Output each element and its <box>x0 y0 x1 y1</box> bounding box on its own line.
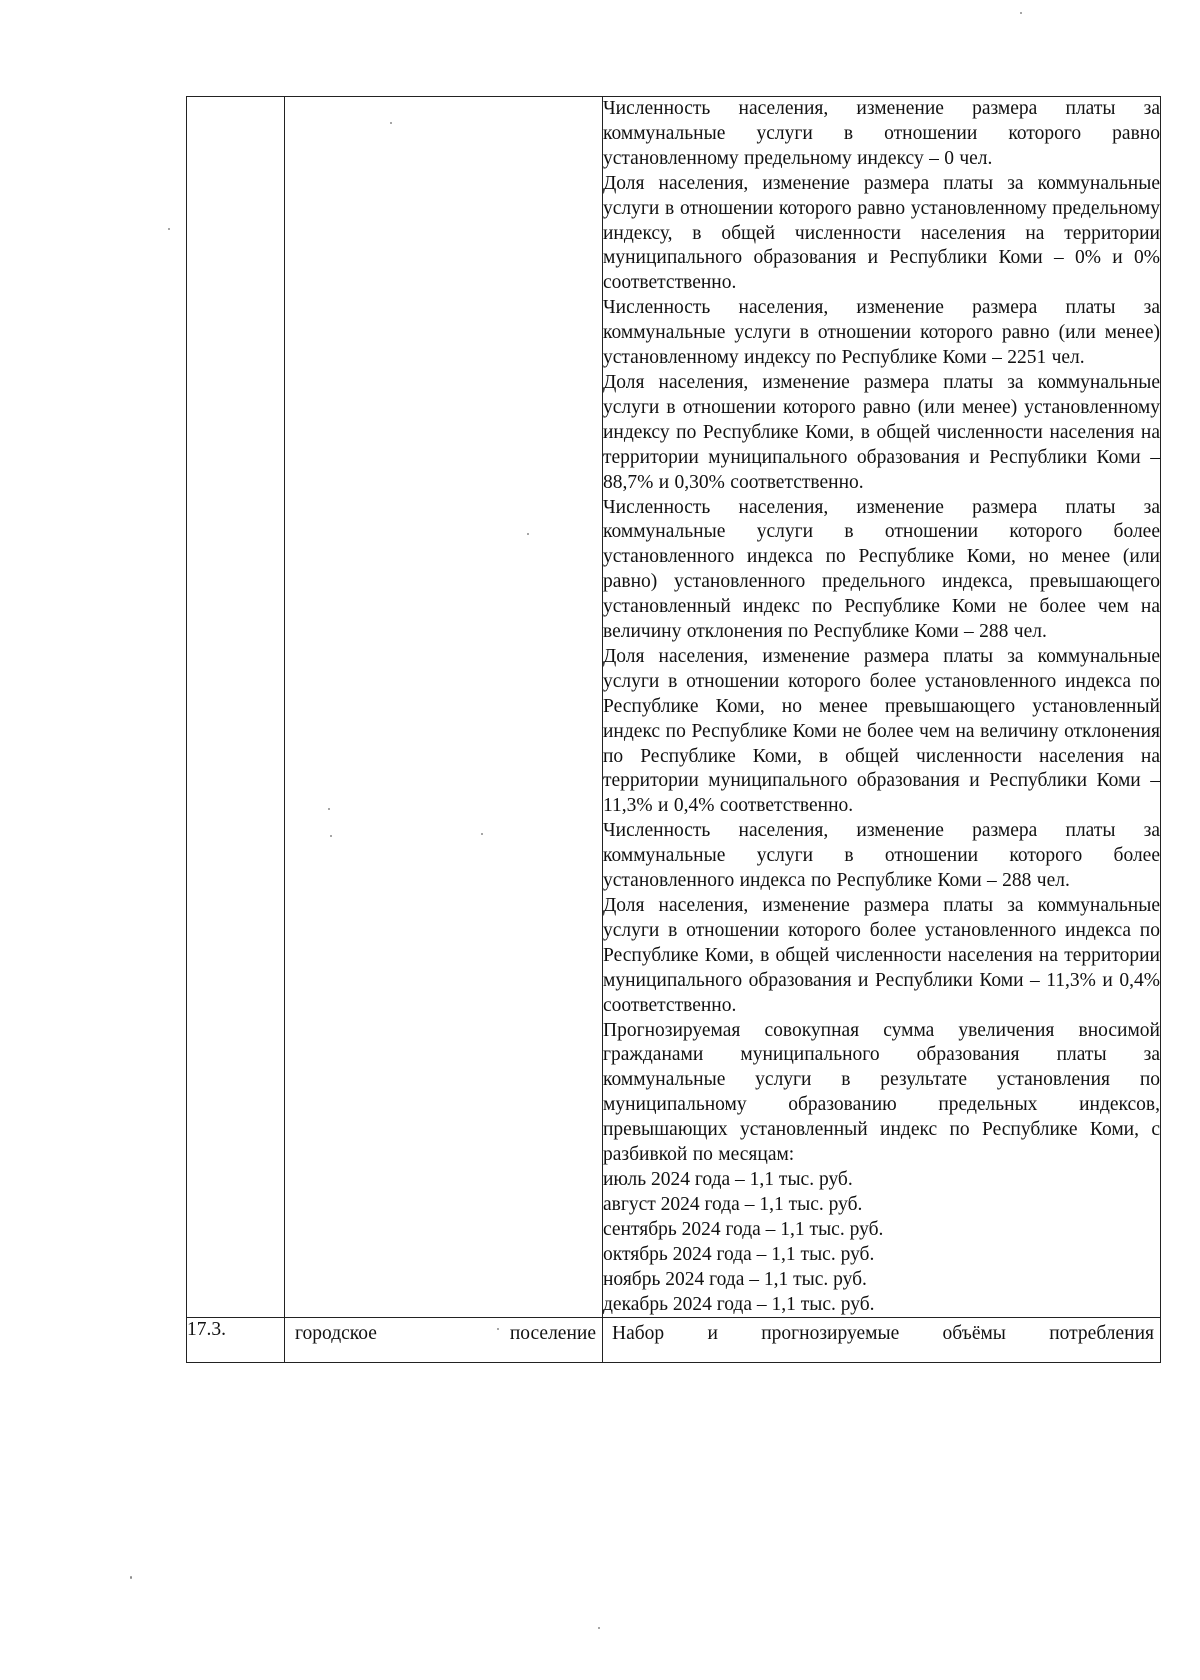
municipality-cell <box>285 1318 603 1363</box>
scan-speck <box>497 1328 499 1330</box>
month-forecast-line: июль 2024 года – 1,1 тыс. руб. <box>603 1168 853 1190</box>
row-number-cell <box>187 97 285 1318</box>
month-forecast-line: октябрь 2024 года – 1,1 тыс. руб. <box>603 1243 875 1265</box>
indicator-paragraph: Доля населения, изменение размера платы за коммунальные услуги в отношении которого более установленного индекса по Республике Коми, но менее превышающего установленный индекс по Республике Коми не более чем на величину отклонения по Республике Коми, в общей численности населения на территории муниципального образования и Республики Коми – 11,3% и 0,4% соответственно. <box>603 645 1160 817</box>
indicators-cell <box>603 1318 1161 1363</box>
data-table <box>186 96 1161 1363</box>
scan-speck <box>328 808 330 810</box>
description-word: прогнозируемые <box>761 1323 900 1345</box>
indicators-cell <box>603 97 1161 1318</box>
municipality-name-word: городское <box>295 1323 377 1345</box>
month-forecast-line: ноябрь 2024 года – 1,1 тыс. руб. <box>603 1268 867 1290</box>
indicator-paragraph: Численность населения, изменение размера платы за коммунальные услуги в отношении которого равно установленному предельному индексу – 0 чел. <box>603 98 1160 169</box>
description-word: и <box>707 1323 718 1345</box>
description-word: Набор <box>612 1323 665 1345</box>
municipality-cell <box>285 97 603 1318</box>
municipality-name-word: поселение <box>509 1323 596 1345</box>
scan-speck <box>481 833 483 835</box>
indicator-paragraph: Численность населения, изменение размера платы за коммунальные услуги в отношении которого более установленного индекса по Республике Коми – 288 чел. <box>603 820 1160 892</box>
indicator-paragraph: Доля населения, изменение размера платы за коммунальные услуги в отношении которого равно установленному предельному индексу, в общей численности населения на территории муниципального образования и Республики Коми – 0% и 0% соответственно. <box>603 172 1160 294</box>
scan-speck <box>527 533 529 535</box>
municipality-name <box>285 1318 602 1347</box>
scan-speck <box>330 835 332 837</box>
description-word: потребления <box>1049 1323 1154 1345</box>
indicator-paragraph: Доля населения, изменение размера платы за коммунальные услуги в отношении которого равно (или менее) установленному индексу по Республике Коми, в общей численности населения на территории муниципального образования и Республики Коми – 88,7% и 0,30% соответственно. <box>603 371 1160 493</box>
description-line <box>603 1318 1160 1347</box>
month-forecast-line: сентябрь 2024 года – 1,1 тыс. руб. <box>603 1218 884 1240</box>
table-row <box>187 97 1161 1318</box>
row-number-cell <box>187 1318 285 1363</box>
scan-speck <box>390 122 392 124</box>
scan-speck <box>1020 12 1022 14</box>
scan-speck <box>598 1627 600 1629</box>
scan-speck <box>130 1576 132 1579</box>
month-forecast-line: декабрь 2024 года – 1,1 тыс. руб. <box>603 1293 875 1315</box>
indicator-paragraph: Доля населения, изменение размера платы за коммунальные услуги в отношении которого более установленного индекса по Республике Коми, в общей численности населения на территории муниципального образования и Республики Коми – 11,3% и 0,4% соответственно. <box>603 895 1160 1016</box>
scan-speck <box>168 228 170 230</box>
table-row <box>187 1318 1161 1363</box>
description-word: объёмы <box>942 1323 1006 1345</box>
month-forecast-line: август 2024 года – 1,1 тыс. руб. <box>603 1193 863 1215</box>
indicator-paragraph: Численность населения, изменение размера платы за коммунальные услуги в отношении которого равно (или менее) установленному индексу по Республике Коми – 2251 чел. <box>603 297 1160 369</box>
forecast-paragraph: Прогнозируемая совокупная сумма увеличения вносимой гражданами муниципального образования платы за коммунальные услуги в результате установления по муниципальному образованию предельных индексов, превышающих установленный индекс по Республике Коми, с разбивкой по месяцам: <box>603 1019 1160 1166</box>
indicator-paragraph: Численность населения, изменение размера платы за коммунальные услуги в отношении которого более установленного индекса по Республике Коми, но менее (или равно) установленного предельного индекса, превышающего установленный индекс по Республике Коми не более чем на величину отклонения по Республике Коми – 288 чел. <box>603 496 1160 643</box>
row-number: 17.3. <box>187 1319 226 1341</box>
